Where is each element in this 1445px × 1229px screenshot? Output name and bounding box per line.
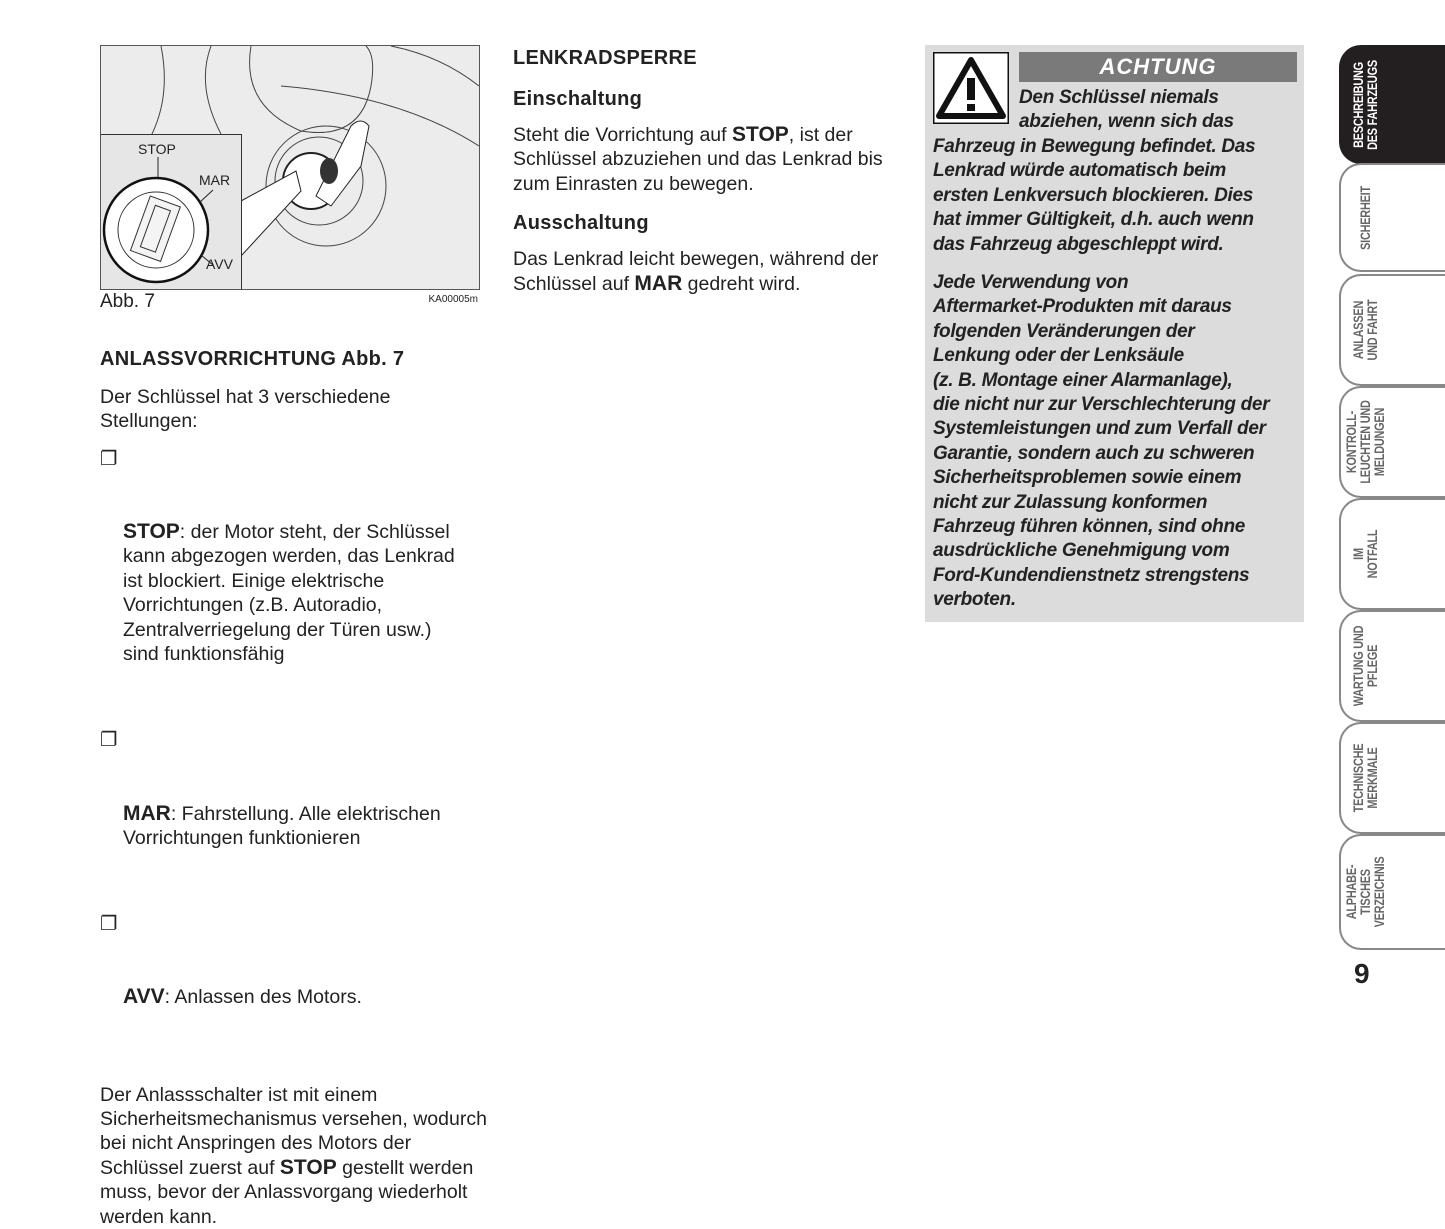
item-text: : Fahrstellung. Alle elektrischen Vorrichtungen funktionieren [123,802,441,849]
tab-beschreibung[interactable] [1339,45,1445,164]
avv-label: AVV [206,256,233,272]
lenkradsperre-heading: LENKRADSPERRE [513,47,697,69]
ausschaltung-subheading: Ausschaltung [513,212,649,235]
warning-triangle-icon [933,52,1009,124]
mar-label: MAR [199,172,231,188]
page-number: 9 [1354,958,1370,989]
warning-text-1: Fahrzeug in Bewegung befindet. Das Lenkrad würde automatisch beim ersten Lenkversuch blockieren. Dies hat immer Gültigkeit, d.h. auch wenn das Fahrzeug abgeschleppt wird. [933,136,1256,255]
tab-label: SICHERHEIT [1357,185,1373,250]
item-key: MAR [123,801,171,825]
p1-text-end: , ist der Schlüssel abzuziehen und das Lenkrad bis zum Einrasten zu bewegen. [513,124,883,195]
p1-text: Steht die Vorrichtung auf [513,124,732,146]
figure-caption: Abb. 7 [100,291,155,312]
checkbox-bullet-icon: ❐ [100,913,118,936]
p1-bold: STOP [731,123,789,146]
ignition-figure [100,45,480,290]
item-key: AVV [123,985,165,1009]
tab-anlassen[interactable] [1339,274,1445,386]
section-heading: ANLASSVORRICHTUNG Abb. 7 [100,348,405,370]
tab-label: ALPHABE- TISCHES VERZEICHNIS [1343,856,1387,928]
checkbox-bullet-icon: ❐ [100,447,118,470]
item-key: STOP [123,520,180,544]
outro-text-end: gestellt werden muss, bevor der Anlassvorgang wiederholt werden kann. [100,1156,474,1228]
tab-technische[interactable] [1339,722,1445,834]
figure-code: KA00005m [428,294,478,305]
tab-sicherheit[interactable] [1339,163,1445,272]
warning-text-2: Jede Verwendung von Aftermarket-Produkten mit daraus folgenden Veränderungen der Lenkung oder der Lenksäule (z. B. Montage einer Alarmanlage), die nicht nur zur Verschlechterung der Systemleistungen und zum Verfall der Garantie, sondern auch zu schweren Sicherheitsproblemen sowie einem nicht zur Zulassung konformen Fahrzeug führen können, sind ohne ausdrückliche Genehmigung vom Ford-Kundendienstnetz strengstens verboten. [933,272,1270,611]
ignition-inset [101,134,242,290]
list-item-avv [100,912,495,1058]
tab-verzeichnis[interactable] [1339,834,1445,950]
checkbox-bullet-icon: ❐ [100,729,118,752]
tab-notfall[interactable] [1339,498,1445,610]
p2-bold: MAR [634,271,683,295]
tab-label: IM NOTFALL [1350,529,1380,579]
tab-label: WARTUNG UND PFLEGE [1350,625,1380,707]
warning-title: ACHTUNG [1019,52,1297,82]
tab-kontrollleuchten[interactable] [1339,386,1445,498]
tab-label: TECHNISCHE MERKMALE [1350,743,1380,813]
outro-paragraph [100,1083,495,1229]
item-text: : Anlassen des Motors. [164,986,362,1009]
middle-column [513,46,913,296]
einschaltung-subheading: Einschaltung [513,88,643,110]
item-text: : der Motor steht, der Schlüssel kann abgezogen werden, das Lenkrad ist blockiert. Einige elektrische Vorrichtungen (z.B. Autoradio, Zentralverriegelung der Türen usw.) sind funktionsfähig [123,521,455,666]
tab-label: BESCHREIBUNG DES FAHRZEUGS [1350,59,1380,150]
stop-label: STOP [138,141,176,157]
ausschaltung-paragraph [513,247,913,296]
left-column [100,45,495,1229]
outro-text: Der Anlassschalter ist mit einem Sicherheitsmechanismus versehen, wodurch bei nicht Anspringen des Motors der Schlüssel zuerst auf [100,1083,487,1179]
list-item-stop [100,447,495,715]
p2-text: Das Lenkrad leicht bewegen, während der Schlüssel auf [513,248,879,295]
outro-bold: STOP [279,1155,337,1179]
list-item-mar [100,728,495,899]
warning-box [925,45,1304,622]
figure-caption-row [100,290,478,316]
einschaltung-paragraph [513,123,913,196]
tab-label: KONTROLL- LEUCHTEN UND MELDUNGEN [1343,400,1387,484]
intro-text: Der Schlüssel hat 3 verschiedene Stellungen: [100,386,391,433]
p2-text-end: gedreht wird. [682,272,801,295]
warning-text-top: Den Schlüssel niemals abziehen, wenn sich das [1019,87,1234,133]
tab-wartung[interactable] [1339,610,1445,722]
tab-label: ANLASSEN UND FAHRT [1350,299,1380,361]
